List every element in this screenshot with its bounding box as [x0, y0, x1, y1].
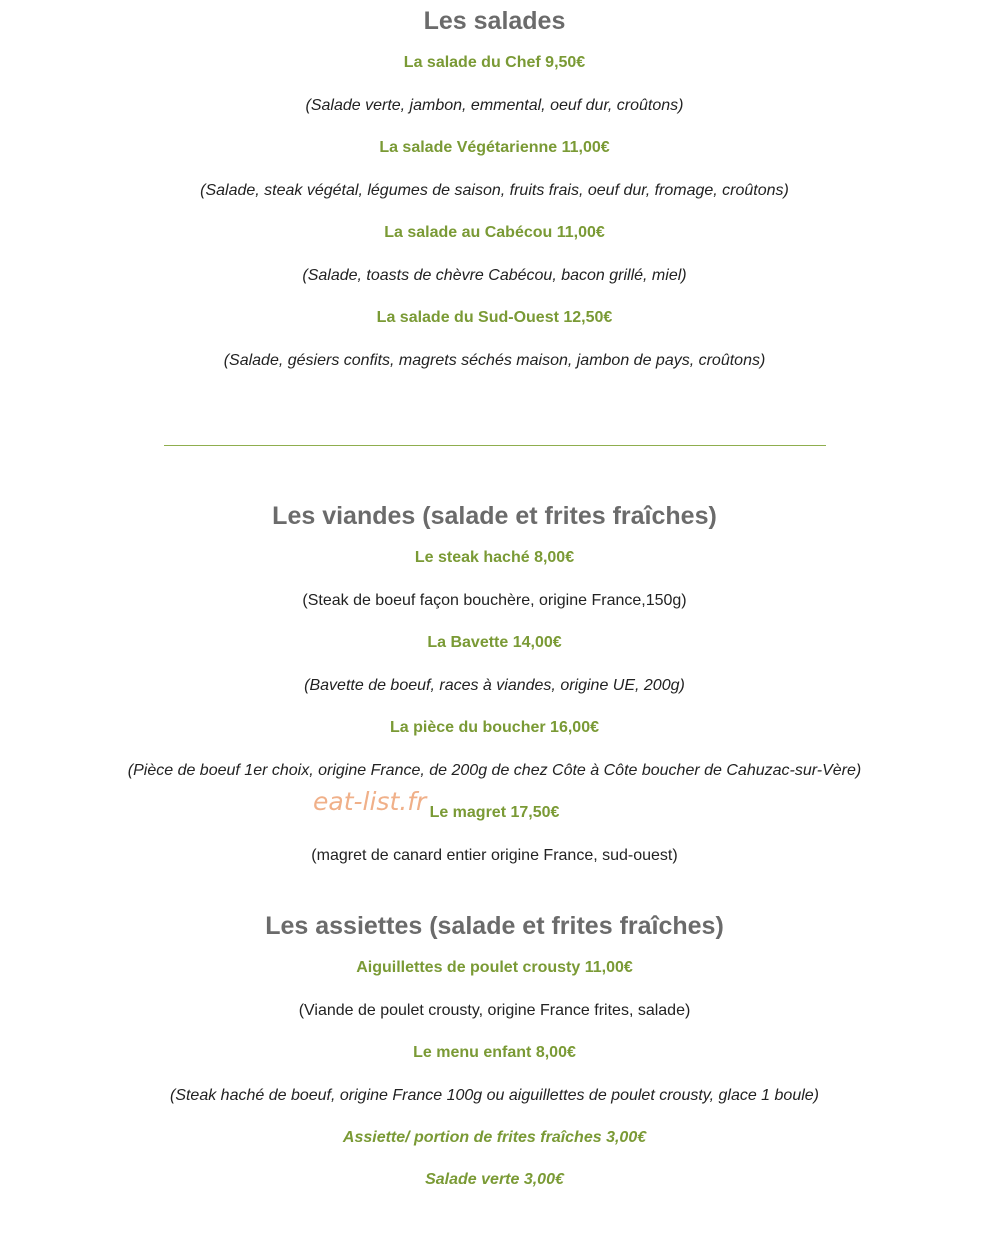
menu-item-description: (Viande de poulet crousty, origine France frites, salade): [298, 1002, 691, 1019]
menu-item-description: (Pièce de boeuf 1er choix, origine France, de 200g de chez Côte à Côte boucher de Cahuzac-sur-Vère): [127, 762, 862, 779]
menu-item-name: La salade Végétarienne 11,00€: [379, 139, 610, 156]
section-title-salades: Les salades: [423, 7, 566, 35]
menu-item-name: La salade au Cabécou 11,00€: [384, 224, 605, 241]
menu-item-description: (Salade, steak végétal, légumes de saison, fruits frais, oeuf dur, fromage, croûtons): [200, 182, 789, 199]
menu-item-name: Le menu enfant 8,00€: [413, 1044, 576, 1061]
menu-item-name: Le steak haché 8,00€: [414, 549, 575, 566]
menu-item-name: La salade du Sud-Ouest 12,50€: [376, 309, 613, 326]
menu-item-name: La Bavette 14,00€: [427, 634, 562, 651]
menu-item-description: (Steak haché de boeuf, origine France 100g ou aiguillettes de poulet crousty, glace 1 boule): [169, 1087, 819, 1104]
menu-item-description: (Salade, gésiers confits, magrets séchés maison, jambon de pays, croûtons): [223, 352, 766, 369]
menu-item-description: (Steak de boeuf façon bouchère, origine France,150g): [302, 592, 687, 609]
watermark-logo: eat-list.fr: [313, 787, 427, 816]
menu-item-name: Le magret 17,50€: [429, 804, 560, 821]
menu-item-description: (Salade verte, jambon, emmental, oeuf dur, croûtons): [305, 97, 684, 114]
menu-item-name: Assiette/ portion de frites fraîches 3,00€: [342, 1129, 647, 1146]
menu-item-description: (Salade, toasts de chèvre Cabécou, bacon grillé, miel): [302, 267, 687, 284]
section-divider: [164, 445, 826, 446]
menu-item-name: La pièce du boucher 16,00€: [390, 719, 599, 736]
section-title-assiettes: Les assiettes (salade et frites fraîches): [265, 912, 724, 940]
section-title-viandes: Les viandes (salade et frites fraîches): [272, 502, 717, 530]
menu-item-description: (Bavette de boeuf, races à viandes, origine UE, 200g): [304, 677, 685, 694]
menu-item-description: (magret de canard entier origine France, sud-ouest): [311, 847, 678, 864]
menu-item-name: Aiguillettes de poulet crousty 11,00€: [356, 959, 633, 976]
menu-item-name: Salade verte 3,00€: [425, 1171, 564, 1188]
menu-item-name: La salade du Chef 9,50€: [403, 54, 586, 71]
